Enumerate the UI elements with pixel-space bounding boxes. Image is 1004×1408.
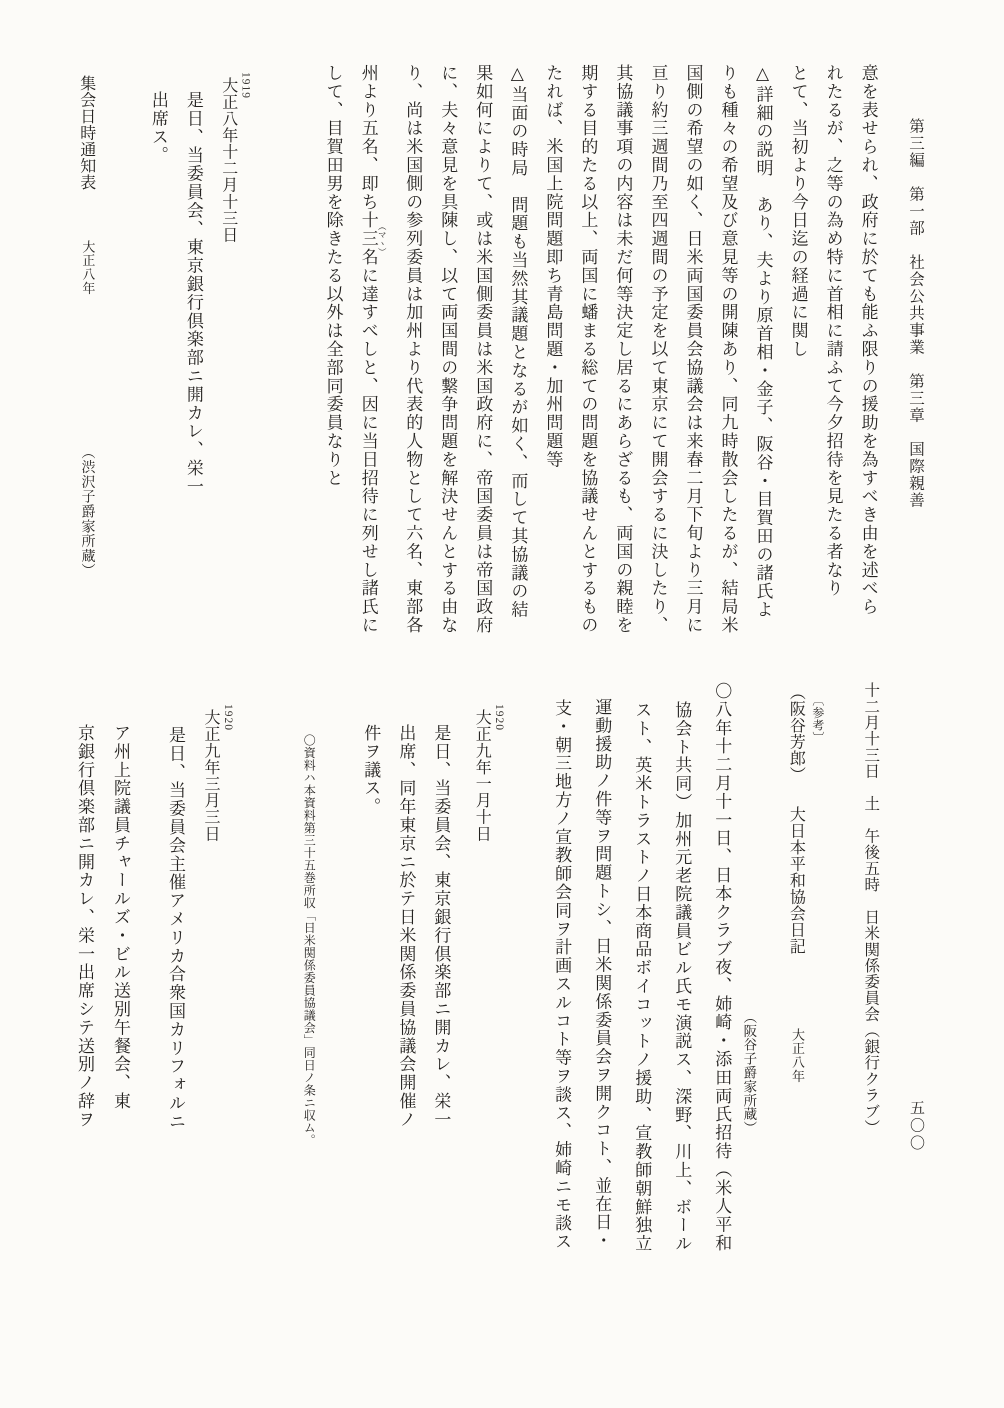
ruby-text: （マヽ） <box>377 211 388 267</box>
diary-column: スト、英米トラストノ日本商品ボイコットノ援助、宣教師朝鮮独立 <box>632 701 652 1253</box>
year-label: 1920 <box>221 704 234 731</box>
paragraph-column: 亘り約三週間乃至四週間の予定を以て東京にて開会するに決したり、 <box>648 64 668 635</box>
paragraph-column: 其協議事項の内容は未だ何等決定し居るにあらざるも、両国の親睦を <box>613 64 633 635</box>
source-ownership: （渋沢子爵家所蔵） <box>79 445 95 579</box>
entry-line: 京銀行倶楽部ニ開カレ、栄一出席シテ送別ノ辞ヲ <box>74 724 94 1129</box>
source-note-column <box>77 60 97 680</box>
paragraph-column: たれば、米国上院問題即ち青島問題・加州問題等 <box>543 64 563 469</box>
entry-line: 件ヲ議ス。 <box>361 724 381 816</box>
paragraph-column: △詳細の説明 あり、夫より原首相・金子、阪谷・目賀田の諸氏よ <box>753 64 773 619</box>
page-number: 五〇〇 <box>908 1100 924 1153</box>
entry-line: ア州上院議員チャールズ・ビル送別午餐会、東 <box>111 724 131 1111</box>
date-heading: 大正九年三月三日 <box>201 709 219 842</box>
paragraph-column: 意を表せられ、政府に於ても能ふ限りの援助を為すべき由を述べら <box>858 64 878 616</box>
paragraph-column: に、夫々意見を具陳し、以て両国間の繋争問題を解決せんとする由な <box>438 64 458 635</box>
top-text-block <box>58 60 932 680</box>
reference-ownership: （阪谷子爵家所蔵） <box>741 1010 757 1136</box>
source-title: 集会日時通知表 <box>77 75 95 191</box>
sic-annotation <box>358 211 388 267</box>
date-heading: 大正八年十二月十三日 <box>219 77 237 243</box>
paragraph-column: 果如何によりて、或は米国側委員は米国政府に、帝国委員は帝国政府 <box>473 64 493 635</box>
diary-column: 協会ト共同）加州元老院議員ビル氏モ演説ス、深野、川上、ボール <box>672 701 692 1253</box>
diary-column: 運動援助ノ件等ヲ問題トシ、日米関係委員会ヲ開クコト、並在日・ <box>592 698 612 1250</box>
ruby-base: 十三名 <box>358 211 378 267</box>
column-text: 州より五名、即ち <box>358 64 378 212</box>
entry-line: 是日、当委員会主催アメリカ合衆国カリフォルニ <box>166 726 186 1131</box>
diary-column: 支・朝三地方ノ宣教師会同ヲ計画スルコト等ヲ談ス、姉崎ニモ談ス <box>552 699 572 1251</box>
date-heading: 大正九年一月十日 <box>473 709 491 842</box>
paragraph-column: り、尚は米国側の参列委員は加州より代表的人物として六名、東部各 <box>403 64 423 635</box>
reference-label: 〔参考〕 <box>810 694 825 744</box>
paragraph-column: 国側の希望の如く、日米両国委員会協議会は来春二月下旬より三月に <box>683 64 703 635</box>
reference-title: 大日本平和協会日記 <box>787 806 805 955</box>
reference-author: （阪谷芳郎） <box>787 684 805 783</box>
entry-line: 是日、当委員会、東京銀行倶楽部ニ開カレ、栄一 <box>183 91 203 496</box>
column-text: に達すべしと、因に当日招待に列せし諸氏に <box>358 266 378 635</box>
diary-column: 〇八年十二月十一日、日本クラブ夜、姉崎・添田両氏招待（米人平和 <box>712 682 732 1253</box>
reference-title-column <box>786 680 805 1320</box>
paragraph-column: 期する目的たる以上、両国に蟠まる総ての問題を協議せんとするもの <box>578 64 598 635</box>
running-head: 第三編 第一部 社会公共事業 第三章 国際親善 <box>907 118 924 509</box>
paragraph-column: して、目賀田男を除きたる以外は全部同委員なりと <box>323 64 343 488</box>
entry-line: 是日、当委員会、東京銀行倶楽部ニ開カレ、栄一 <box>431 724 451 1129</box>
paragraph-column <box>359 60 388 680</box>
paragraph-column: れたるが、之等の為め特に首相に請ふて今夕招待を見たる者なり <box>823 64 843 598</box>
paragraph-column: △当面の時局 問題も当然其議題となるが如く、而して其協議の結 <box>508 64 528 619</box>
year-label: 1920 <box>493 704 506 731</box>
reference-period: 大正八年 <box>789 1028 805 1084</box>
entry-line: 出席ス。 <box>148 91 168 165</box>
entry-line: 出席、同年東京ニ於テ日米関係委員協議会開催ノ <box>396 724 416 1129</box>
paragraph-column: とて、当初より今日迄の経過に関し <box>788 64 808 359</box>
source-period: 大正八年 <box>80 240 96 296</box>
bottom-text-block <box>58 680 932 1320</box>
archive-note: 〇資料ハ本資料第三十五巻所収「日米関係委員協議会」同日ノ条ニ収ム。 <box>302 734 317 1147</box>
paragraph-column: りも種々の希望及び意見等の開陳あり、同九時散会したるが、結局米 <box>718 64 738 635</box>
year-label: 1919 <box>239 72 252 99</box>
event-line: 十二月十三日 土 午後五時 日米関係委員会（銀行クラブ） <box>862 682 880 1136</box>
